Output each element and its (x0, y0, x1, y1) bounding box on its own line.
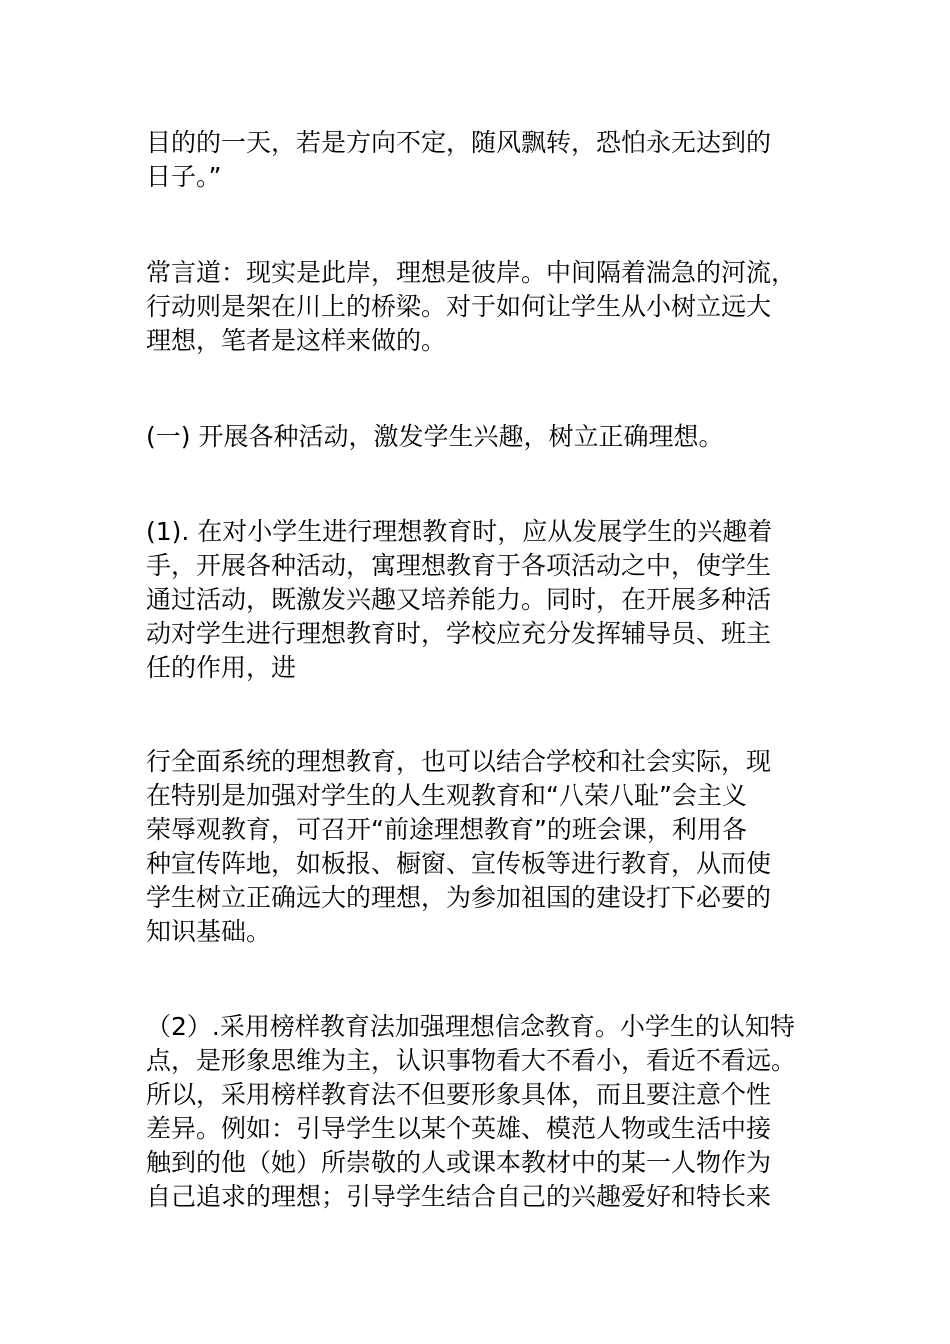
text-line: (1). 在对小学生进行理想教育时，应从发展学生的兴趣着 (146, 517, 773, 546)
text-line: 日子。” (146, 162, 222, 191)
text-line: 目的的一天，若是方向不定，随风飘转，恐怕永无达到的 (146, 128, 772, 157)
section-heading-activities (146, 420, 811, 454)
text-line: 通过活动，既激发兴趣又培养能力。同时，在开展多种活 (146, 585, 772, 614)
text-line: 知识基础。 (146, 917, 272, 946)
paragraph-item-1-continued (146, 745, 811, 949)
text-line: (一) 开展各种活动，激发学生兴趣，树立正确理想。 (146, 422, 724, 451)
text-line: 常言道：现实是此岸，理想是彼岸。中间隔着湍急的河流， (146, 258, 797, 287)
text-line: 点，是形象思维为主，认识事物看大不看小，看近不看远。 (146, 1046, 797, 1075)
text-line: （2）.采用榜样教育法加强理想信念教育。小学生的认知特 (146, 1012, 795, 1041)
text-line: 自己追求的理想；引导学生结合自己的兴趣爱好和特长来 (146, 1182, 772, 1211)
text-line: 学生树立正确远大的理想，为参加祖国的建设打下必要的 (146, 883, 772, 912)
text-line: 手，开展各种活动，寓理想教育于各项活动之中，使学生 (146, 551, 772, 580)
text-line: 差异。例如：引导学生以某个英雄、模范人物或生活中接 (146, 1114, 772, 1143)
text-line: 理想，笔者是这样来做的。 (146, 326, 447, 355)
text-line: 任的作用，进 (146, 653, 297, 682)
text-line: 种宣传阵地，如板报、橱窗、宣传板等进行教育，从而使 (146, 849, 772, 878)
paragraph-item-1 (146, 515, 811, 685)
text-line: 触到的他（她）所崇敬的人或课本教材中的某一人物作为 (146, 1148, 772, 1177)
text-line: 行全面系统的理想教育，也可以结合学校和社会实际，现 (146, 747, 772, 776)
paragraph-goal-quote-end (146, 126, 811, 194)
text-line: 荣辱观教育，可召开“前途理想教育”的班会课，利用各 (146, 815, 747, 844)
text-line: 所以，采用榜样教育法不但要形象具体，而且要注意个性 (146, 1080, 772, 1109)
paragraph-item-2 (146, 1010, 811, 1214)
paragraph-saying (146, 256, 811, 358)
text-line: 动对学生进行理想教育时，学校应充分发挥辅导员、班主 (146, 619, 772, 648)
text-line: 在特别是加强对学生的人生观教育和“八荣八耻”会主义 (146, 781, 747, 810)
text-line: 行动则是架在川上的桥梁。对于如何让学生从小树立远大 (146, 292, 772, 321)
